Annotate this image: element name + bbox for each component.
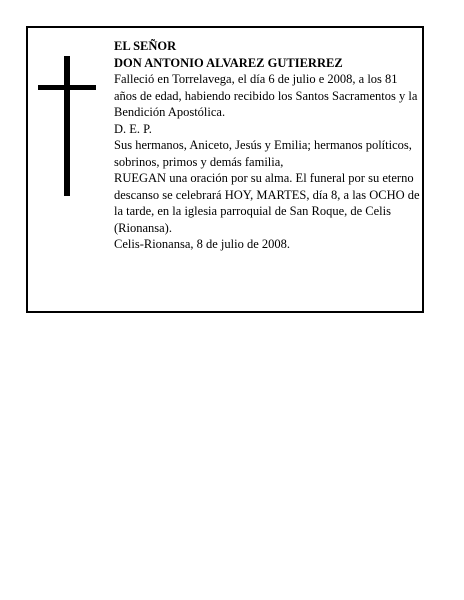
deceased-name: DON ANTONIO ALVAREZ GUTIERREZ — [114, 55, 343, 70]
cross-horizontal-bar — [38, 85, 96, 90]
dep-line: D. E. P. — [114, 121, 152, 136]
latin-cross-icon — [38, 56, 96, 196]
place-date-closing: Celis-Rionansa, 8 de julio de 2008. — [114, 237, 291, 251]
family-paragraph: Sus hermanos, Aniceto, Jesús y Emilia; hermanos políticos, sobrinos, primos y demás familia, — [114, 138, 412, 169]
obituary-text — [114, 38, 420, 253]
funeral-paragraph: RUEGAN una oración por su alma. El funeral por su eterno descanso se celebrará HOY, MARTES, día 8, a las OCHO de la tarde, en la iglesia parroquial de San Roque, de Celis (Rionansa). — [114, 171, 420, 235]
cross-vertical-bar — [64, 56, 70, 196]
heading-title: EL SEÑOR — [114, 39, 177, 53]
death-paragraph: Falleció en Torrelavega, el día 6 de julio e 2008, a los 81 años de edad, habiendo recibido los Santos Sacramentos y la Bendición Apostólica. — [114, 72, 418, 119]
